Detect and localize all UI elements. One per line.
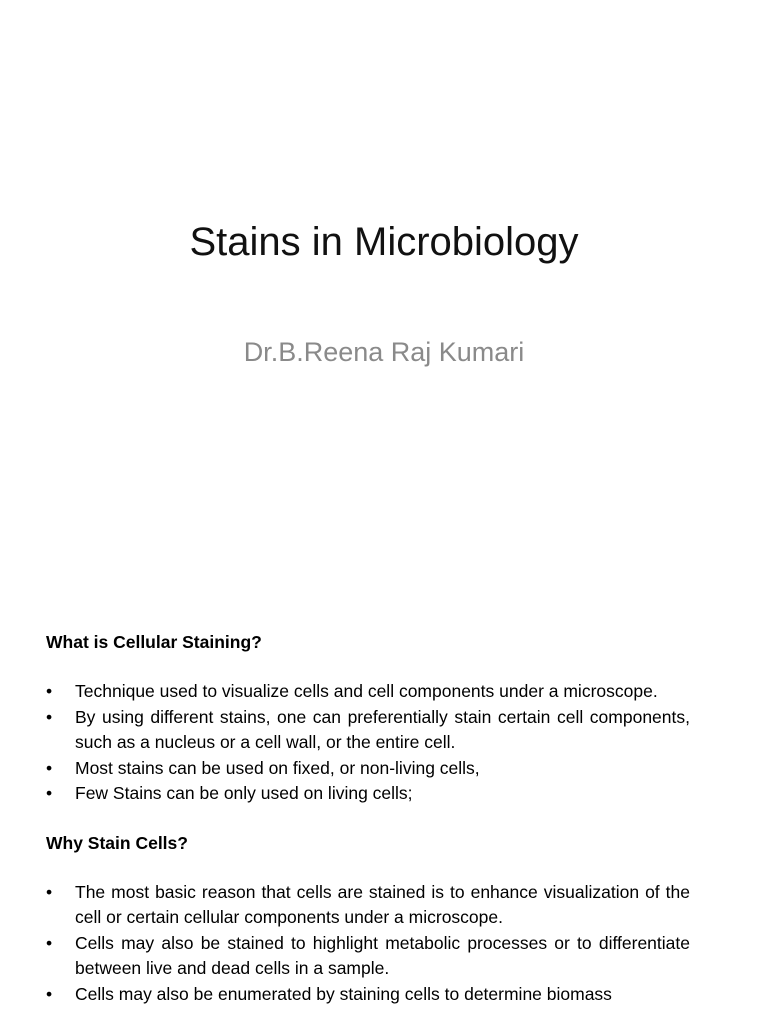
slide-subtitle: Dr.B.Reena Raj Kumari [243,337,525,367]
section-heading-why-stain-cells: Why Stain Cells? [46,832,188,853]
bullet-icon: • [46,983,53,1004]
list-item-text: Most stains can be used on fixed, or non-living cells, [75,757,480,778]
list-item-text: By using different stains, one can preferentially stain certain cell components, such as a nucleus or a cell wall, or the entire cell. [75,706,690,752]
slide-title: Stains in Microbiology [189,220,579,264]
list-item [46,880,690,931]
list-item [46,705,690,756]
bullet-list-cellular-staining [46,679,690,807]
list-item [46,931,690,982]
list-item-text: The most basic reason that cells are stained is to enhance visualization of the cell or certain cellular components under a microscope. [75,881,690,927]
list-item [46,679,690,705]
bullet-icon: • [46,757,53,778]
list-item-text: Cells may also be enumerated by staining cells to determine biomass [75,983,612,1004]
bullet-icon: • [46,706,53,727]
list-item-text: Few Stains can be only used on living cells; [75,783,413,803]
list-item [46,781,690,807]
slide-content [46,630,690,1007]
section-heading-cellular-staining: What is Cellular Staining? [46,632,262,652]
list-item-text: Cells may also be stained to highlight metabolic processes or to differentiate between live and dead cells in a sample. [75,932,690,978]
content-slide [0,600,768,1024]
bullet-icon: • [46,681,53,701]
list-item [46,756,690,782]
list-item-text: Technique used to visualize cells and cell components under a microscope. [75,681,658,701]
bullet-icon: • [46,932,53,953]
bullet-icon: • [46,783,53,803]
bullet-list-why-stain-cells [46,880,690,1008]
list-item [46,982,690,1008]
bullet-icon: • [46,881,53,902]
